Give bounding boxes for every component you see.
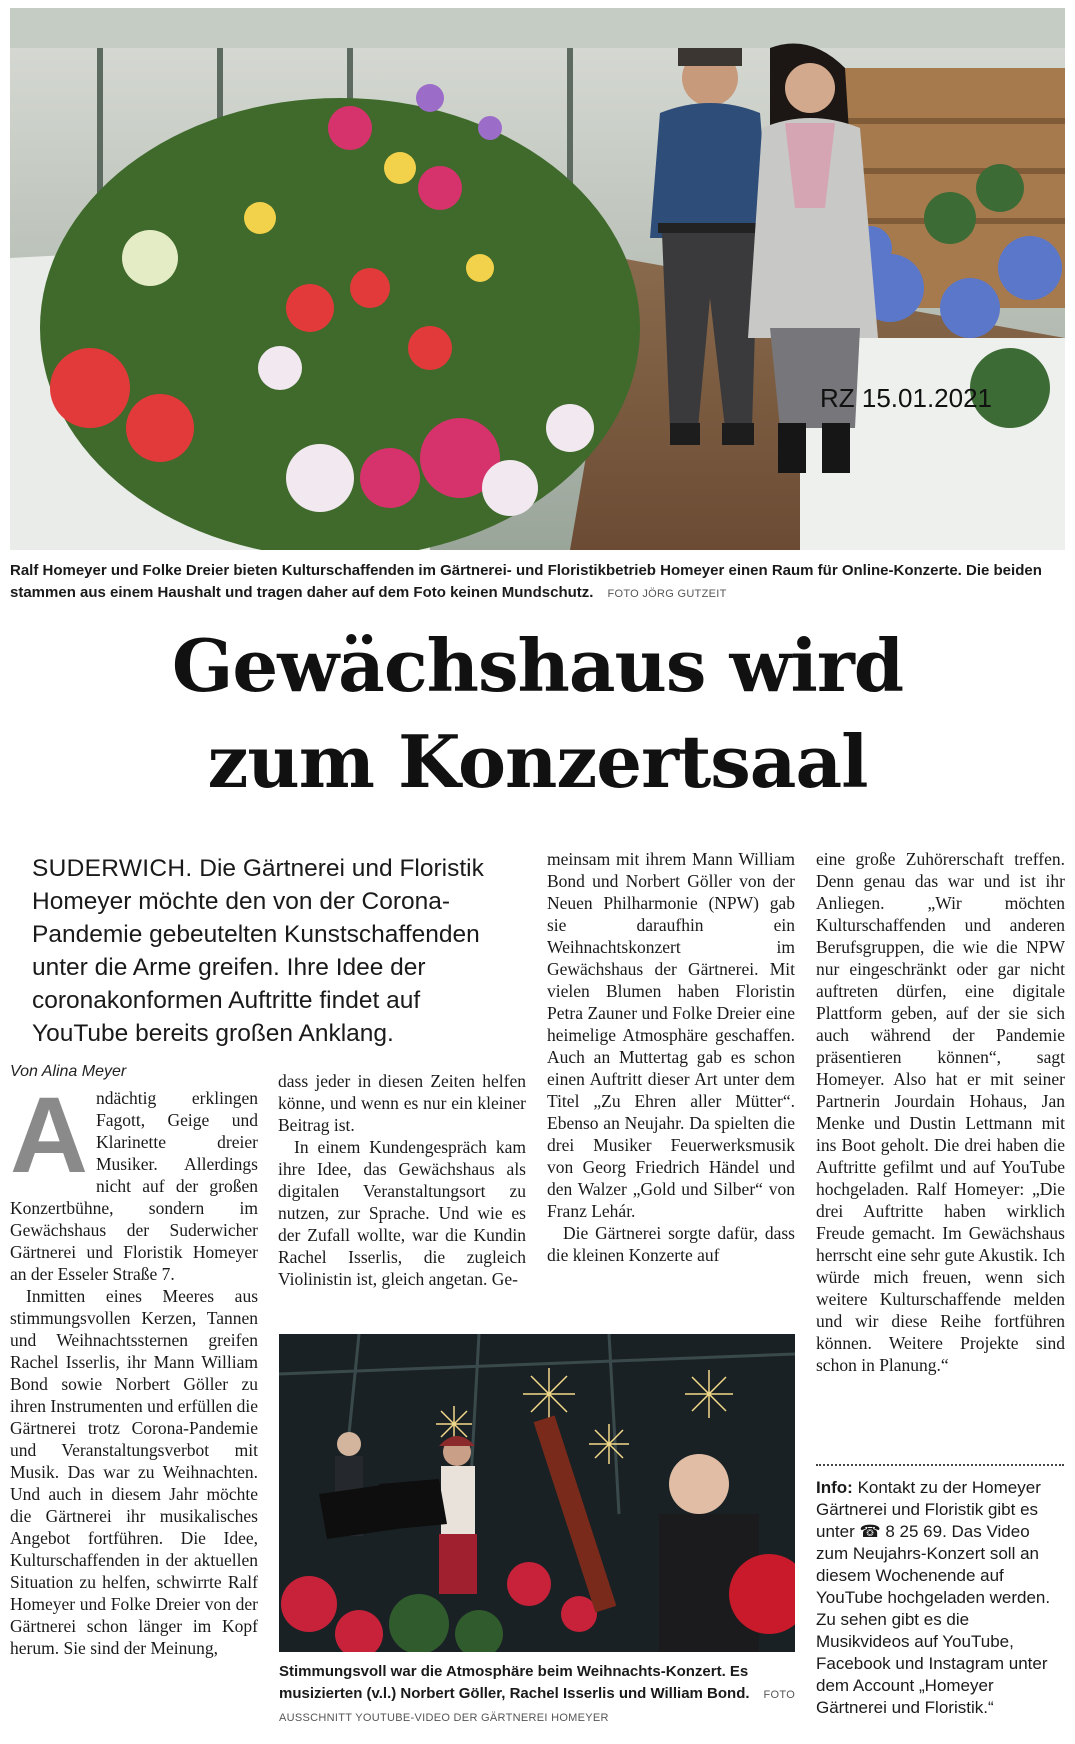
headline-line-2: zum Konzertsaal [207, 719, 868, 804]
top-caption-text: Ralf Homeyer und Folke Dreier bieten Kulturschaffenden im Gärtnerei- und Floristikbetrieb Homeyer einen Raum für Online-Konzerte. Die beiden stammen aus einem Haushalt und tragen daher auf dem Foto keinen Mundschutz. [10, 562, 1042, 601]
top-photo-caption [10, 560, 1065, 605]
headline-line-1: Gewächshaus wird [171, 623, 904, 708]
article-column-2 [278, 1070, 526, 1290]
headline [0, 618, 1075, 810]
byline: Von Alina Meyer [10, 1063, 127, 1080]
bottom-photo-caption [279, 1661, 799, 1729]
bottom-photo-credit: FOTO AUSSCHNITT YOUTUBE-VIDEO DER GÄRTNEREI HOMEYER [279, 1689, 796, 1724]
col1-p1-text: ndächtig erklingen Fagott, Geige und Klarinette dreier Musiker. Allerdings nicht auf der großen Konzertbühne, sondern im Gewächshaus der Suderwicher Gärtnerei und Floristik Homeyer an der Esseler Straße 7. [10, 1088, 258, 1284]
bottom-photo-concert [279, 1334, 795, 1652]
top-photo-credit: FOTO JÖRG GUTZEIT [607, 588, 727, 600]
lead-dateline: SUDERWICH. [32, 855, 193, 882]
article-column-3 [547, 848, 795, 1266]
info-box [816, 1477, 1065, 1719]
top-photo-illustration [10, 8, 1065, 550]
col2-paragraph-2: In einem Kundengespräch kam ihre Idee, das Gewächshaus als digitalen Veranstaltungsort zu nutzen, zur Sprache. Und wie es der Zufall wollte, war die Kundin Rachel Isserlis, die zugleich Violinistin ist, gleich angetan. Ge- [278, 1137, 526, 1289]
article-column-4 [816, 848, 1065, 1376]
bottom-caption-text: Stimmungsvoll war die Atmosphäre beim Weihnachts-Konzert. Es musizierten (v.l.) Norbert Göller, Rachel Isserlis und William Bond. [279, 1663, 750, 1702]
article-column-1 [10, 1074, 258, 1659]
lead-paragraph [32, 852, 502, 1050]
lead-text: Die Gärtnerei und Floristik Homeyer möchte den von der Corona-Pandemie gebeutelten Kunstschaffenden unter die Arme greifen. Ihre Idee der coronakonformen Auftritte findet auf YouTube bereits großen Anklang. [32, 855, 484, 1047]
bottom-photo-illustration [279, 1334, 795, 1652]
top-photo-greenhouse-owners [10, 8, 1065, 550]
info-text: Kontakt zu der Homeyer Gärtnerei und Floristik gibt es unter ☎ 8 25 69. Das Video zum Neujahrs-Konzert soll an diesem Wochenende auf YouTube hochgeladen werden. Zu sehen gibt es die Musikvideos auf YouTube, Facebook und Instagram unter dem Account „Homeyer Gärtnerei und Floristik.“ [816, 1478, 1051, 1717]
col3-paragraph-1: meinsam mit ihrem Mann William Bond und Norbert Göller von der Neuen Philharmonie (NPW) gab sie daraufhin ein Weihnachtskonzert im Gewächshaus der Gärtnerei. Mit vielen Blumen haben Floristin Petra Zauner und Folke Dreier eine heimelige Atmosphäre geschaffen. Auch an Muttertag gab es schon einen Auftritt dieser Art unter dem Titel „Zu Ehren aller Mütter“. Ebenso an Neujahr. Da spielten die drei Musiker Feuerwerksmusik von Georg Friedrich Händel und den Walzer „Gold und Silber“ von Franz Lehár. [547, 849, 795, 1221]
col3-paragraph-2: Die Gärtnerei sorgte dafür, dass die kleinen Konzerte auf [547, 1223, 795, 1265]
info-label: Info: [816, 1478, 853, 1497]
drop-cap: A [10, 1074, 88, 1195]
col4-paragraph-1: eine große Zuhörerschaft treffen. Denn genau das war und ist ihr Anliegen. „Wir möchten Kulturschaffenden und anderen Berufsgruppen, die wie die NPW nur eingeschränkt oder gar nicht auftreten dürfen, eine digitale Plattform geben, auf der sie sich auch während der Pandemie präsentieren können“, sagt Homeyer. Also hat er mit seiner Partnerin Jourdain Hohaus, Jan Menke und Dustin Lettmann mit ins Boot geholt. Die drei haben die Auftritte gefilmt und auf YouTube hochgeladen. Ralf Homeyer: „Die drei Auftritte haben wirklich Freude gemacht. Im Gewächshaus herrscht eine sehr gute Akustik. Ich würde mich freuen, wenn sich weitere Kulturschaffende melden und wir diese Reihe fortführen können. Weitere Projekte sind schon in Planung.“ [816, 849, 1065, 1375]
info-divider [816, 1464, 1064, 1466]
col2-paragraph-1: dass jeder in diesen Zeiten helfen könne, und wenn es nur ein kleiner Beitrag ist. [278, 1071, 526, 1135]
col1-paragraph-1 [10, 1074, 258, 1285]
date-stamp: RZ 15.01.2021 [820, 383, 993, 413]
col1-paragraph-2: Inmitten eines Meeres aus stimmungsvollen Kerzen, Tannen und Weihnachtssternen greifen Rachel Isserlis, ihr Mann William Bond sowie Norbert Göller zu ihren Instrumenten und erfüllen die Gärtnerei trotz Corona-Pandemie und Veranstaltungsverbot mit Musik. Das war zu Weihnachten. Und auch in diesem Jahr möchte die Gärtnerei ihr musikalisches Angebot fortführen. Die Idee, Kulturschaffenden in der aktuellen Situation zu helfen, schwirrte Ralf Homeyer und Folke Dreier von der Gärtnerei schon länger im Kopf herum. Sie sind der Meinung, [10, 1286, 258, 1658]
